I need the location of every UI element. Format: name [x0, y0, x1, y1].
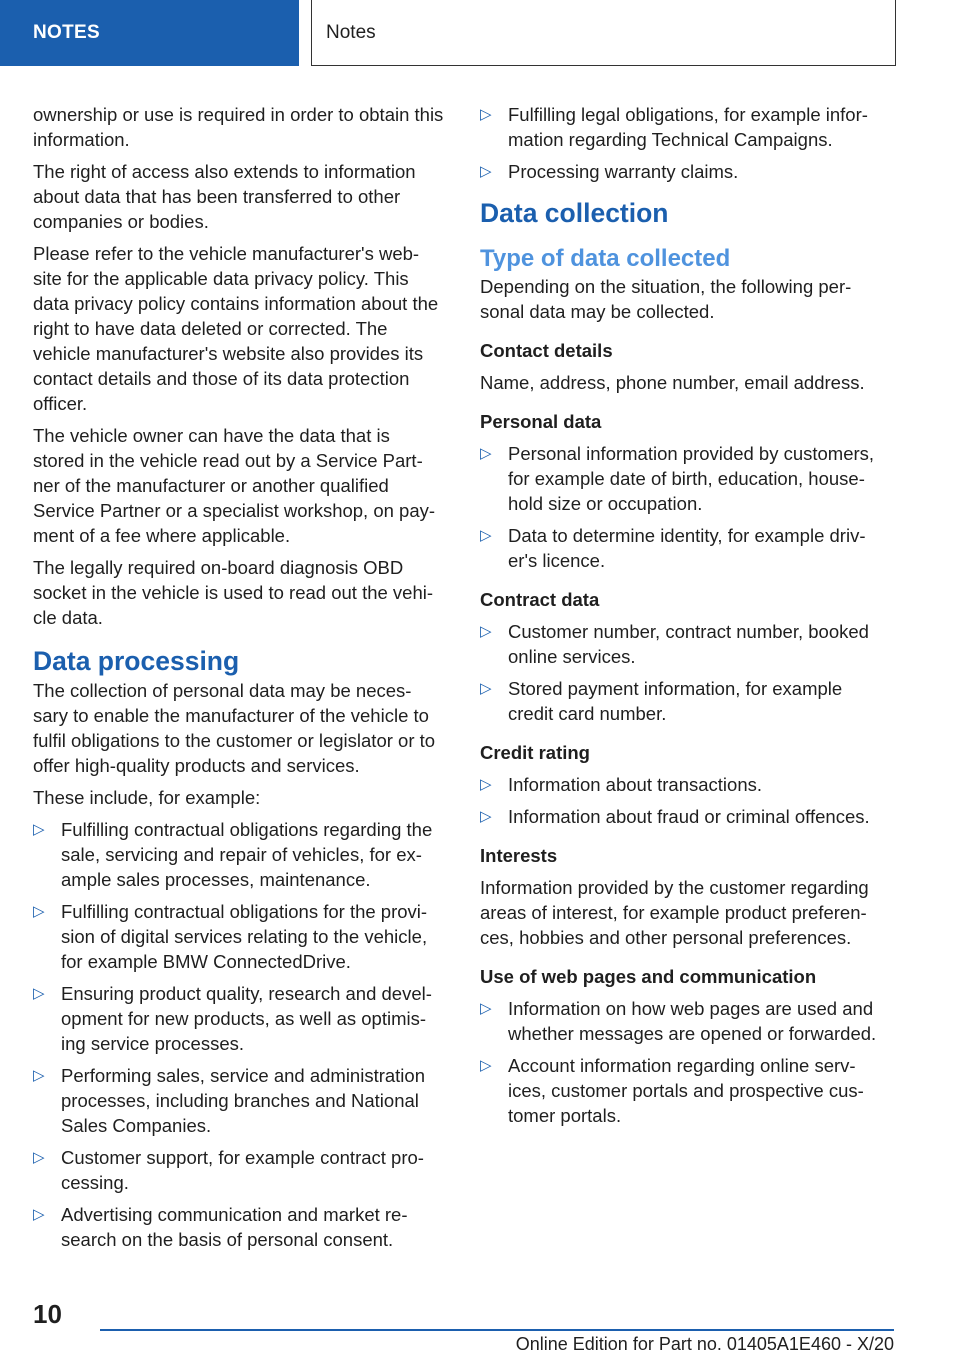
list-item: ▷ Ensuring product quality, research and devel-opment for new products, as well as optimis-ing service processes.	[33, 983, 432, 1054]
triangle-bullet-icon: ▷	[480, 808, 492, 825]
list-item: ▷ Fulfilling contractual obligations for the provi-sion of digital services relating to the vehicle, for example BMW ConnectedDrive.	[33, 901, 428, 972]
triangle-bullet-icon: ▷	[480, 776, 492, 793]
subsection-title: Use of web pages and communication	[480, 966, 817, 987]
triangle-bullet-icon: ▷	[480, 680, 492, 697]
subheading-type-of-data: Type of data collected	[480, 245, 731, 272]
triangle-bullet-icon: ▷	[33, 1206, 45, 1223]
section-heading-data-collection: Data collection	[480, 198, 669, 228]
triangle-bullet-icon: ▷	[480, 527, 492, 544]
paragraph: Name, address, phone number, email address.	[480, 372, 865, 393]
triangle-bullet-icon: ▷	[33, 985, 45, 1002]
paragraph: The legally required on-board diagnosis OBD socket in the vehicle is used to read out the vehi-cle data.	[33, 557, 434, 628]
triangle-bullet-icon: ▷	[33, 821, 45, 838]
triangle-bullet-icon: ▷	[480, 106, 492, 123]
paragraph: The collection of personal data may be neces-sary to enable the manufacturer of the vehicle to fulfil obligations to the customer or legislator or to offer high-quality products and services.	[33, 680, 436, 776]
paragraph: ownership or use is required in order to obtain this information.	[33, 104, 444, 150]
list-item: ▷ Fulfilling contractual obligations regarding the sale, servicing and repair of vehicles, for ex-ample sales processes, maintenance.	[33, 819, 433, 890]
paragraph: Depending on the situation, the following per-sonal data may be collected.	[480, 276, 852, 322]
right-column	[480, 102, 890, 1135]
paragraph: The vehicle owner can have the data that is stored in the vehicle read out by a Service Part-ner of the manufacturer or another qualified Service Partner or a specialist workshop, on pay-ment of a fee where applicable.	[33, 425, 436, 546]
triangle-bullet-icon: ▷	[480, 163, 492, 180]
bullet-list	[33, 817, 446, 1252]
bullet-list	[480, 441, 890, 573]
bullet-list	[480, 619, 890, 726]
section-tab[interactable]	[0, 0, 299, 66]
list-item: ▷ Customer support, for example contract pro-cessing.	[33, 1147, 424, 1193]
bullet-list	[480, 772, 890, 829]
page-number: 10	[33, 1299, 62, 1329]
subsection-title: Interests	[480, 845, 558, 866]
triangle-bullet-icon: ▷	[480, 623, 492, 640]
left-column	[33, 102, 446, 1259]
list-item: ▷ Information about fraud or criminal offences.	[480, 806, 870, 827]
list-item: ▷ Advertising communication and market re-search on the basis of personal consent.	[33, 1204, 408, 1250]
paragraph: Please refer to the vehicle manufacturer's web-site for the applicable data privacy policy. This data privacy policy contains information about the right to have data deleted or corrected. The vehicle manufacturer's website also provides its contact details and those of its data protection officer.	[33, 243, 439, 414]
page-header	[311, 0, 896, 66]
triangle-bullet-icon: ▷	[33, 1149, 45, 1166]
list-item: ▷ Information on how web pages are used and whether messages are opened or forwarded.	[480, 998, 877, 1044]
list-item: ▷ Stored payment information, for example credit card number.	[480, 678, 843, 724]
footer-divider	[100, 1329, 894, 1331]
triangle-bullet-icon: ▷	[480, 1057, 492, 1074]
subsection-title: Personal data	[480, 411, 602, 432]
subsection-title: Contract data	[480, 589, 600, 610]
list-item: ▷ Data to determine identity, for example driv-er's licence.	[480, 525, 866, 571]
bullet-list	[480, 996, 890, 1128]
list-item: ▷ Account information regarding online serv-ices, customer portals and prospective cus-tomer portals.	[480, 1055, 864, 1126]
triangle-bullet-icon: ▷	[33, 903, 45, 920]
list-item: ▷ Information about transactions.	[480, 774, 763, 795]
list-item: ▷ Performing sales, service and administration processes, including branches and National Sales Companies.	[33, 1065, 425, 1136]
footer-edition-text: Online Edition for Part no. 01405A1E460 - X/20	[515, 1334, 894, 1354]
list-item: ▷ Processing warranty claims.	[480, 161, 739, 182]
list-item: ▷ Fulfilling legal obligations, for example infor-mation regarding Technical Campaigns.	[480, 104, 868, 150]
paragraph: Information provided by the customer regarding areas of interest, for example product preferen-ces, hobbies and other personal preferences.	[480, 877, 869, 948]
paragraph: The right of access also extends to information about data that has been transferred to other companies or bodies.	[33, 161, 416, 232]
list-item: ▷ Personal information provided by customers, for example date of birth, education, house-hold size or occupation.	[480, 443, 875, 514]
bullet-list	[480, 102, 890, 184]
triangle-bullet-icon: ▷	[480, 1000, 492, 1017]
list-item: ▷ Customer number, contract number, booked online services.	[480, 621, 869, 667]
subsection-title: Contact details	[480, 340, 613, 361]
paragraph: These include, for example:	[33, 787, 261, 808]
section-tab-label: NOTES	[33, 22, 100, 43]
subsection-title: Credit rating	[480, 742, 590, 763]
triangle-bullet-icon: ▷	[33, 1067, 45, 1084]
triangle-bullet-icon: ▷	[480, 445, 492, 462]
page-title: Notes	[326, 21, 376, 43]
section-heading-data-processing: Data processing	[33, 646, 240, 676]
